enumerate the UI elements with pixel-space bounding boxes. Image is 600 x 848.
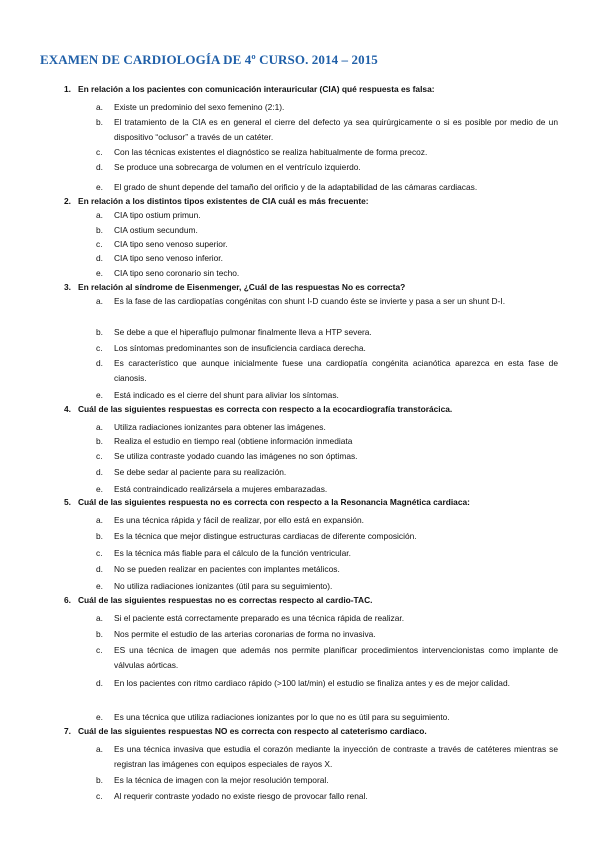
option-text: El grado de shunt depende del tamaño del orificio y de la adaptabilidad de las cámaras cardiacas. (114, 182, 478, 192)
option-letter: e. (96, 712, 103, 722)
option-text: Está contraindicado realizársela a mujeres embarazadas. (114, 484, 328, 494)
answer-option (96, 710, 558, 725)
option-text: Es la fase de las cardiopatías congénitas con shunt I-D cuando éste se invierte y pasa a ser un shunt D-I. (114, 296, 506, 306)
option-text: Utiliza radiaciones ionizantes para obtener las imágenes. (114, 422, 326, 432)
answer-option (96, 676, 558, 691)
option-text: Se debe a que el hiperaflujo pulmonar finalmente lleva a HTP severa. (114, 327, 372, 337)
answer-option (96, 266, 558, 281)
answer-option (96, 208, 558, 223)
answer-option (96, 145, 558, 160)
question-text: Cuál de las siguientes respuestas NO es correcta con respecto al cateterismo cardiaco. (78, 726, 427, 736)
question-number: 6. (64, 595, 71, 605)
answer-option (96, 237, 558, 252)
option-letter: a. (96, 296, 103, 306)
option-text: ES una técnica de imagen que además nos permite planificar procedimientos intervencionistas como implante de válvulas aórticas. (114, 645, 558, 670)
question-text: Cuál de las siguientes respuestas es correcta con respecto a la ecocardiografía transtorácica. (78, 404, 453, 414)
option-letter: b. (96, 629, 103, 639)
question-number: 5. (64, 497, 71, 507)
option-text: Existe un predominio del sexo femenino (2:1). (114, 102, 285, 112)
question-number: 7. (64, 726, 71, 736)
answer-option (96, 223, 558, 238)
option-text: El tratamiento de la CIA es en general el cierre del defecto ya sea quirúrgicamente o si es posible por medio de un dispositivo “oclusor” a través de un catéter. (114, 117, 558, 142)
answer-option (96, 789, 558, 804)
option-text: CIA tipo seno venoso inferior. (114, 253, 223, 263)
option-text: Al requerir contraste yodado no existe riesgo de provocar fallo renal. (114, 791, 368, 801)
option-letter: e. (96, 390, 103, 400)
answer-option (96, 449, 558, 464)
option-text: Con las técnicas existentes el diagnóstico se realiza habitualmente de forma precoz. (114, 147, 428, 157)
option-letter: e. (96, 581, 103, 591)
option-text: Es la técnica que mejor distingue estructuras cardiacas de diferente composición. (114, 531, 417, 541)
option-text: Es una técnica rápida y fácil de realizar, por ello está en expansión. (114, 515, 365, 525)
answer-option (96, 643, 558, 673)
answer-option (96, 388, 558, 403)
option-letter: c. (96, 645, 103, 655)
page-title: EXAMEN DE CARDIOLOGÍA DE 4º CURSO. 2014 – 2015 (40, 52, 378, 67)
option-letter: b. (96, 775, 103, 785)
question-text: En relación a los pacientes con comunicación interauricular (CIA) qué respuesta es falsa: (78, 84, 435, 94)
option-letter: e. (96, 484, 103, 494)
question-number: 3. (64, 282, 71, 292)
answer-option (96, 611, 558, 626)
option-letter: b. (96, 225, 103, 235)
answer-option (96, 160, 558, 175)
option-text: Es la técnica de imagen con la mejor resolución temporal. (114, 775, 329, 785)
option-text: Es característico que aunque inicialmente fuese una cardiopatía congénita acianótica aparezca en esta fase de cianosis. (114, 358, 558, 383)
answer-option (96, 180, 558, 195)
option-text: Nos permite el estudio de las arterias coronarias de forma no invasiva. (114, 629, 376, 639)
option-letter: a. (96, 422, 103, 432)
option-letter: b. (96, 117, 103, 127)
answer-option (96, 742, 558, 772)
option-text: Se utiliza contraste yodado cuando las imágenes no son óptimas. (114, 451, 358, 461)
answer-option (96, 434, 558, 449)
answer-option (96, 294, 558, 309)
option-text: CIA tipo ostium primun. (114, 210, 201, 220)
answer-option (96, 546, 558, 561)
answer-option (96, 356, 558, 386)
answer-option (96, 513, 558, 528)
option-text: Es la técnica más fiable para el cálculo de la función ventricular. (114, 548, 351, 558)
answer-option (96, 100, 558, 115)
answer-option (96, 529, 558, 544)
option-letter: d. (96, 162, 103, 172)
answer-option (96, 325, 558, 340)
answer-option (96, 627, 558, 642)
question-text: En relación al síndrome de Eisenmenger, ¿Cuál de las respuestas No es correcta? (78, 282, 406, 292)
answer-option (96, 482, 558, 497)
option-text: CIA tipo seno coronario sin techo. (114, 268, 240, 278)
option-text: Se debe sedar al paciente para su realización. (114, 467, 287, 477)
option-text: CIA ostium secundum. (114, 225, 198, 235)
option-letter: e. (96, 182, 103, 192)
answer-option (96, 465, 558, 480)
option-text: Es una técnica invasiva que estudia el corazón mediante la inyección de contraste a través de catéteres mientras se registran las imágenes con equipos especiales de rayos X. (114, 744, 558, 769)
option-letter: b. (96, 531, 103, 541)
option-text: Si el paciente está correctamente preparado es una técnica rápida de realizar. (114, 613, 405, 623)
answer-option (96, 420, 558, 435)
answer-option (96, 115, 558, 145)
question-text: Cuál de las siguientes respuesta no es correcta con respecto a la Resonancia Magnética cardiaca: (78, 497, 470, 507)
option-text: Realiza el estudio en tiempo real (obtiene información inmediata (114, 436, 353, 446)
option-letter: d. (96, 564, 103, 574)
option-letter: c. (96, 147, 103, 157)
option-text: No se pueden realizar en pacientes con implantes metálicos. (114, 564, 340, 574)
option-letter: a. (96, 102, 103, 112)
question-number: 4. (64, 404, 71, 414)
option-text: CIA tipo seno venoso superior. (114, 239, 228, 249)
option-letter: a. (96, 613, 103, 623)
option-letter: d. (96, 467, 103, 477)
option-letter: d. (96, 678, 103, 688)
answer-option (96, 562, 558, 577)
question-text: Cuál de las siguientes respuestas no es correctas respecto al cardio-TAC. (78, 595, 373, 605)
option-letter: c. (96, 548, 103, 558)
option-text: Es una técnica que utiliza radiaciones ionizantes por lo que no es útil para su seguimiento. (114, 712, 450, 722)
option-letter: a. (96, 515, 103, 525)
option-letter: d. (96, 253, 103, 263)
option-letter: c. (96, 791, 103, 801)
option-text: No utiliza radiaciones ionizantes (útil para su seguimiento). (114, 581, 333, 591)
question-text: En relación a los distintos tipos existentes de CIA cuál es más frecuente: (78, 196, 369, 206)
question-number: 1. (64, 84, 71, 94)
answer-option (96, 579, 558, 594)
option-letter: a. (96, 744, 103, 754)
option-text: En los pacientes con ritmo cardiaco rápido (>100 lat/min) el estudio se finaliza antes y es de mejor calidad. (114, 678, 510, 688)
question-number: 2. (64, 196, 71, 206)
option-text: Se produce una sobrecarga de volumen en el ventrículo izquierdo. (114, 162, 361, 172)
option-letter: b. (96, 436, 103, 446)
option-text: Los síntomas predominantes son de insuficiencia cardiaca derecha. (114, 343, 366, 353)
option-letter: a. (96, 210, 103, 220)
option-letter: c. (96, 343, 103, 353)
option-letter: e. (96, 268, 103, 278)
option-text: Está indicado es el cierre del shunt para aliviar los síntomas. (114, 390, 339, 400)
answer-option (96, 251, 558, 266)
answer-option (96, 773, 558, 788)
option-letter: d. (96, 358, 103, 368)
answer-option (96, 341, 558, 356)
option-letter: c. (96, 239, 103, 249)
option-letter: c. (96, 451, 103, 461)
option-letter: b. (96, 327, 103, 337)
